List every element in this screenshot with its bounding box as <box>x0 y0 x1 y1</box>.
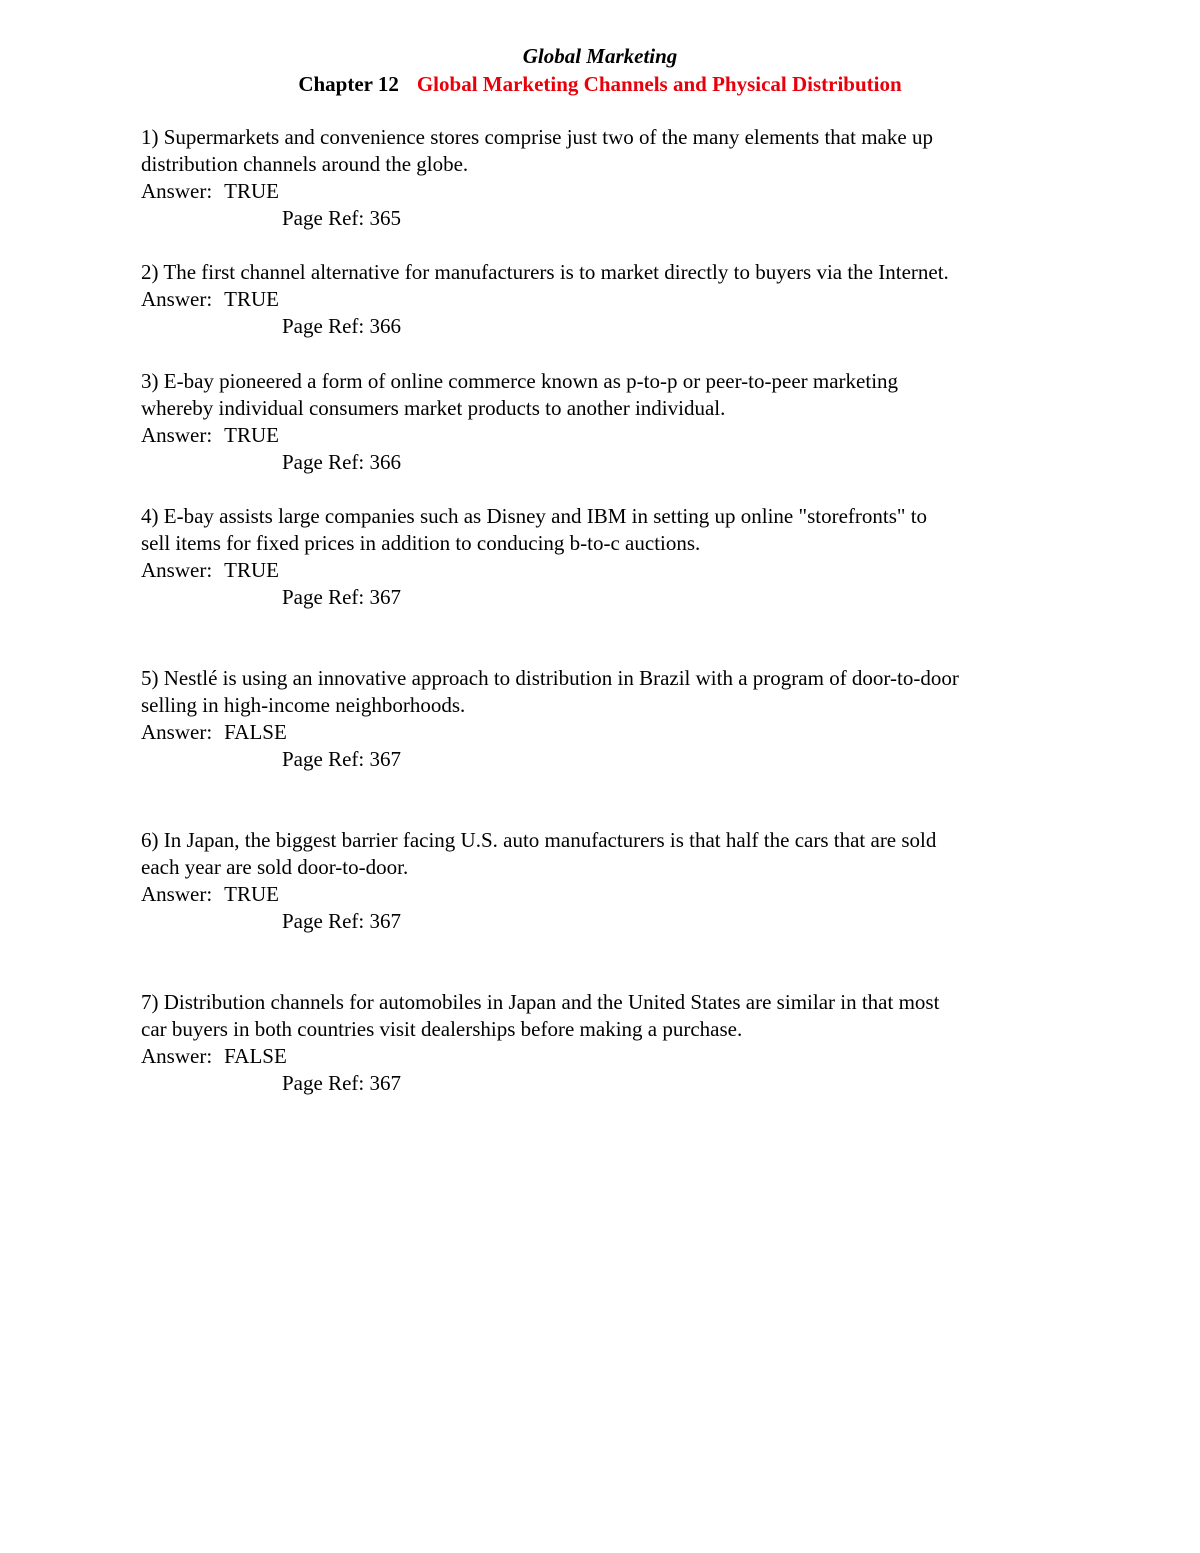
question-text-line: distribution channels around the globe. <box>141 152 469 176</box>
answer-value: FALSE <box>224 1044 287 1068</box>
answer-label: Answer: <box>141 423 213 447</box>
answer-line <box>141 1043 1081 1070</box>
page-ref: Page Ref: 367 <box>282 909 401 933</box>
answer-line <box>141 719 1081 746</box>
answer-line <box>141 286 1081 313</box>
answer-label: Answer: <box>141 1044 213 1068</box>
answer-value: TRUE <box>224 287 279 311</box>
answer-line <box>141 881 1081 908</box>
question-text-line: 6) In Japan, the biggest barrier facing U.S. auto manufacturers is that half the cars that are sold <box>141 828 937 852</box>
question-text-line: car buyers in both countries visit dealerships before making a purchase. <box>141 1017 743 1041</box>
question-text-line: 4) E-bay assists large companies such as Disney and IBM in setting up online "storefronts" to <box>141 504 928 528</box>
chapter-label: Chapter 12 <box>298 72 399 96</box>
answer-value: TRUE <box>224 179 279 203</box>
answer-label: Answer: <box>141 558 213 582</box>
question-text-line: 5) Nestlé is using an innovative approach to distribution in Brazil with a program of door-to-door <box>141 666 959 690</box>
page-ref: Page Ref: 366 <box>282 314 401 338</box>
page-ref: Page Ref: 365 <box>282 206 401 230</box>
document-title: Global Marketing <box>522 44 678 68</box>
question-1 <box>141 124 1081 232</box>
answer-label: Answer: <box>141 287 213 311</box>
question-2 <box>141 259 1081 340</box>
chapter-heading <box>0 70 1200 98</box>
question-7 <box>141 989 1081 1097</box>
question-text-line: whereby individual consumers market products to another individual. <box>141 396 726 420</box>
question-text-line: sell items for fixed prices in addition to conducing b-to-c auctions. <box>141 531 701 555</box>
answer-line <box>141 557 1081 584</box>
answer-label: Answer: <box>141 179 213 203</box>
page-ref: Page Ref: 367 <box>282 747 401 771</box>
page-ref: Page Ref: 367 <box>282 1071 401 1095</box>
question-5 <box>141 665 1081 773</box>
page-ref: Page Ref: 366 <box>282 450 401 474</box>
answer-label: Answer: <box>141 882 213 906</box>
answer-value: TRUE <box>224 558 279 582</box>
question-text-line: 3) E-bay pioneered a form of online commerce known as p-to-p or peer-to-peer marketing <box>141 369 899 393</box>
question-3 <box>141 368 1081 476</box>
chapter-title: Global Marketing Channels and Physical Distribution <box>416 72 902 96</box>
question-text-line: selling in high-income neighborhoods. <box>141 693 466 717</box>
answer-value: FALSE <box>224 720 287 744</box>
answer-value: TRUE <box>224 882 279 906</box>
question-text-line: each year are sold door-to-door. <box>141 855 409 879</box>
question-4 <box>141 503 1081 611</box>
answer-line <box>141 422 1081 449</box>
question-6 <box>141 827 1081 935</box>
page-ref: Page Ref: 367 <box>282 585 401 609</box>
answer-line <box>141 178 1081 205</box>
question-text-line: 2) The first channel alternative for manufacturers is to market directly to buyers via the Internet. <box>141 260 949 284</box>
question-text-line: 1) Supermarkets and convenience stores comprise just two of the many elements that make up <box>141 125 933 149</box>
answer-value: TRUE <box>224 423 279 447</box>
question-text-line: 7) Distribution channels for automobiles in Japan and the United States are similar in that most <box>141 990 940 1014</box>
answer-label: Answer: <box>141 720 213 744</box>
